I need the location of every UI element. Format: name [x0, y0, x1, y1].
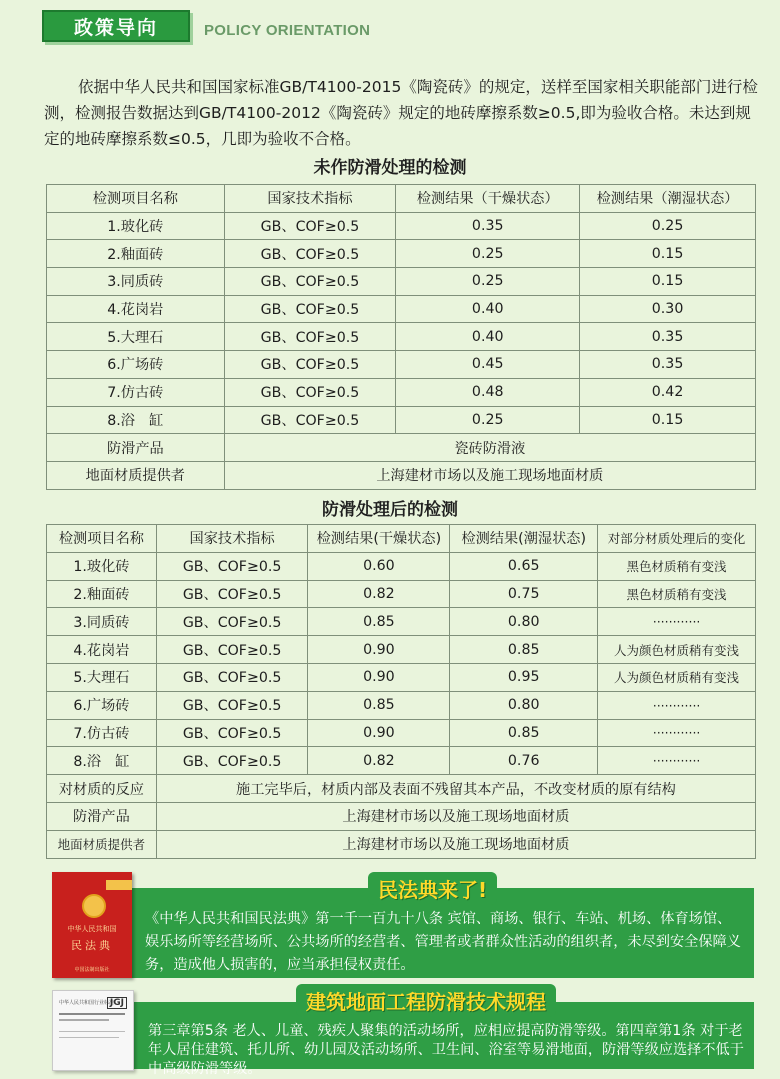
table-row [47, 691, 756, 719]
building-code-text: 第三章第5条 老人、儿童、残疾人聚集的活动场所，应相应提高防滑等级。第四章第1条 对于老年人居住建筑、托儿所、幼儿园及活动场所、卫生间、浴室等易滑地面，防滑等级应选择不低于中高级防滑等级。 [148, 1023, 744, 1077]
doc-header-text: 中华人民共和国行业标准 [59, 1000, 115, 1006]
item-cell: 3.同质砖 [47, 608, 157, 636]
table-header-row [47, 185, 756, 213]
book-title-main: 民法典 [71, 939, 113, 952]
doc-line [59, 1031, 125, 1032]
untreated-test-table [46, 184, 756, 490]
civil-code-book-image [52, 872, 132, 978]
wet-result-cell: 0.80 [450, 608, 598, 636]
standard-cell: GB、COF≥0.5 [156, 747, 308, 775]
table-row [47, 212, 756, 240]
change-cell: 黑色材质稍有变浅 [598, 552, 756, 580]
doc-line [59, 1013, 125, 1015]
header-cell: 检测结果（潮湿状态） [580, 185, 756, 213]
dry-result-cell: 0.40 [396, 323, 580, 351]
wet-result-cell: 0.80 [450, 691, 598, 719]
table-row [47, 378, 756, 406]
standard-cell: GB、COF≥0.5 [224, 323, 396, 351]
header-cell: 国家技术指标 [156, 525, 308, 553]
item-cell: 4.花岗岩 [47, 295, 225, 323]
item-cell: 1.玻化砖 [47, 552, 157, 580]
table-row [47, 295, 756, 323]
intro-paragraph [44, 74, 760, 152]
item-cell: 2.釉面砖 [47, 240, 225, 268]
standard-cell: GB、COF≥0.5 [156, 691, 308, 719]
dry-result-cell: 0.82 [308, 747, 450, 775]
dry-result-cell: 0.82 [308, 580, 450, 608]
item-cell: 6.广场砖 [47, 351, 225, 379]
table-row [47, 636, 756, 664]
dry-result-cell: 0.45 [396, 351, 580, 379]
product-row [47, 434, 756, 462]
book-publisher: 中国法制出版社 [74, 967, 110, 973]
dry-result-cell: 0.40 [396, 295, 580, 323]
section-badge: 政策导向 [42, 10, 190, 42]
section-subtitle: POLICY ORIENTATION [204, 22, 371, 39]
table-row [47, 663, 756, 691]
supplier-label: 地面材质提供者 [47, 461, 225, 489]
table-header-row [47, 525, 756, 553]
table-row [47, 719, 756, 747]
standard-cell: GB、COF≥0.5 [156, 663, 308, 691]
item-cell: 6.广场砖 [47, 691, 157, 719]
change-cell: ············ [598, 719, 756, 747]
standard-cell: GB、COF≥0.5 [224, 351, 396, 379]
change-cell: 黑色材质稍有变浅 [598, 580, 756, 608]
national-emblem-icon [82, 894, 106, 918]
header-cell: 检测结果(潮湿状态) [450, 525, 598, 553]
dry-result-cell: 0.90 [308, 636, 450, 664]
product-label: 防滑产品 [47, 434, 225, 462]
standard-cell: GB、COF≥0.5 [224, 406, 396, 434]
doc-line [59, 1037, 119, 1038]
table-row [47, 747, 756, 775]
wet-result-cell: 0.35 [580, 351, 756, 379]
standard-cell: GB、COF≥0.5 [224, 378, 396, 406]
table1-title: 未作防滑处理的检测 [313, 158, 467, 178]
change-cell: ············ [598, 747, 756, 775]
book-title-line: 中华人民共和国 [67, 925, 117, 933]
wet-result-cell: 0.85 [450, 719, 598, 747]
change-cell: ············ [598, 608, 756, 636]
civil-code-title: 民法典来了! [368, 872, 497, 905]
book-ribbon [106, 880, 132, 890]
dry-result-cell: 0.90 [308, 663, 450, 691]
item-cell: 3.同质砖 [47, 268, 225, 296]
table-row [47, 406, 756, 434]
doc-line [59, 1019, 109, 1021]
table2-title: 防滑处理后的检测 [322, 500, 458, 520]
standard-cell: GB、COF≥0.5 [156, 552, 308, 580]
supplier-value: 上海建材市场以及施工现场地面材质 [224, 461, 755, 489]
standard-cell: GB、COF≥0.5 [224, 268, 396, 296]
change-cell: 人为颜色材质稍有变浅 [598, 663, 756, 691]
product-label: 防滑产品 [47, 802, 157, 830]
item-cell: 8.浴 缸 [47, 406, 225, 434]
standard-cell: GB、COF≥0.5 [156, 580, 308, 608]
intro-text: 依据中华人民共和国国家标准GB/T4100-2015《陶瓷砖》的规定，送样至国家相关职能部门进行检测，检测报告数据达到GB/T4100-2012《陶瓷砖》规定的地砖摩擦系数≥0.5,即为验收合格。未达到规定的地砖摩擦系数≤0.5，几即为验收不合格。 [44, 78, 758, 148]
civil-code-text: 《中华人民共和国民法典》第一千一百九十八条 宾馆、商场、银行、车站、机场、体育场馆、娱乐场所等经营场所、公共场所的经营者、管理者或者群众性活动的组织者，未尽到安全保障义务，造成他人损害的，应当承担侵权责任。 [145, 911, 741, 973]
item-cell: 1.玻化砖 [47, 212, 225, 240]
item-cell: 7.仿古砖 [47, 378, 225, 406]
table-row [47, 351, 756, 379]
building-code-document-image [52, 990, 134, 1071]
header-cell: 检测结果（干燥状态） [396, 185, 580, 213]
wet-result-cell: 0.15 [580, 240, 756, 268]
standard-cell: GB、COF≥0.5 [224, 295, 396, 323]
wet-result-cell: 0.35 [580, 323, 756, 351]
supplier-row [47, 830, 756, 858]
wet-result-cell: 0.15 [580, 406, 756, 434]
dry-result-cell: 0.48 [396, 378, 580, 406]
item-cell: 5.大理石 [47, 663, 157, 691]
reaction-row [47, 775, 756, 803]
table-row [47, 268, 756, 296]
wet-result-cell: 0.75 [450, 580, 598, 608]
item-cell: 2.釉面砖 [47, 580, 157, 608]
wet-result-cell: 0.65 [450, 552, 598, 580]
table-row [47, 323, 756, 351]
header-cell: 国家技术指标 [224, 185, 396, 213]
header-cell: 检测结果(干燥状态) [308, 525, 450, 553]
wet-result-cell: 0.30 [580, 295, 756, 323]
standard-cell: GB、COF≥0.5 [156, 719, 308, 747]
wet-result-cell: 0.95 [450, 663, 598, 691]
header-cell: 检测项目名称 [47, 185, 225, 213]
dry-result-cell: 0.35 [396, 212, 580, 240]
supplier-value: 上海建材市场以及施工现场地面材质 [156, 830, 755, 858]
table-row [47, 240, 756, 268]
wet-result-cell: 0.85 [450, 636, 598, 664]
standard-cell: GB、COF≥0.5 [156, 636, 308, 664]
dry-result-cell: 0.25 [396, 406, 580, 434]
change-cell: ············ [598, 691, 756, 719]
top-strip [0, 0, 780, 8]
product-value: 上海建材市场以及施工现场地面材质 [156, 802, 755, 830]
product-row [47, 802, 756, 830]
item-cell: 5.大理石 [47, 323, 225, 351]
change-cell: 人为颜色材质稍有变浅 [598, 636, 756, 664]
building-code-title: 建筑地面工程防滑技术规程 [296, 984, 556, 1017]
item-cell: 7.仿古砖 [47, 719, 157, 747]
dry-result-cell: 0.25 [396, 268, 580, 296]
header-cell: 对部分材质处理后的变化 [598, 525, 756, 553]
reaction-value: 施工完毕后，材质内部及表面不残留其本产品，不改变材质的原有结构 [156, 775, 755, 803]
standard-cell: GB、COF≥0.5 [224, 212, 396, 240]
table-row [47, 580, 756, 608]
treated-test-table [46, 524, 756, 859]
item-cell: 4.花岗岩 [47, 636, 157, 664]
dry-result-cell: 0.60 [308, 552, 450, 580]
table-row [47, 608, 756, 636]
header-cell: 检测项目名称 [47, 525, 157, 553]
standard-cell: GB、COF≥0.5 [156, 608, 308, 636]
wet-result-cell: 0.76 [450, 747, 598, 775]
dry-result-cell: 0.90 [308, 719, 450, 747]
doc-code-label: JGJ [107, 997, 127, 1009]
wet-result-cell: 0.42 [580, 378, 756, 406]
supplier-label: 地面材质提供者 [47, 830, 157, 858]
dry-result-cell: 0.85 [308, 608, 450, 636]
item-cell: 8.浴 缸 [47, 747, 157, 775]
product-value: 瓷砖防滑液 [224, 434, 755, 462]
table-row [47, 552, 756, 580]
dry-result-cell: 0.85 [308, 691, 450, 719]
supplier-row [47, 461, 756, 489]
standard-cell: GB、COF≥0.5 [224, 240, 396, 268]
wet-result-cell: 0.15 [580, 268, 756, 296]
wet-result-cell: 0.25 [580, 212, 756, 240]
dry-result-cell: 0.25 [396, 240, 580, 268]
reaction-label: 对材质的反应 [47, 775, 157, 803]
